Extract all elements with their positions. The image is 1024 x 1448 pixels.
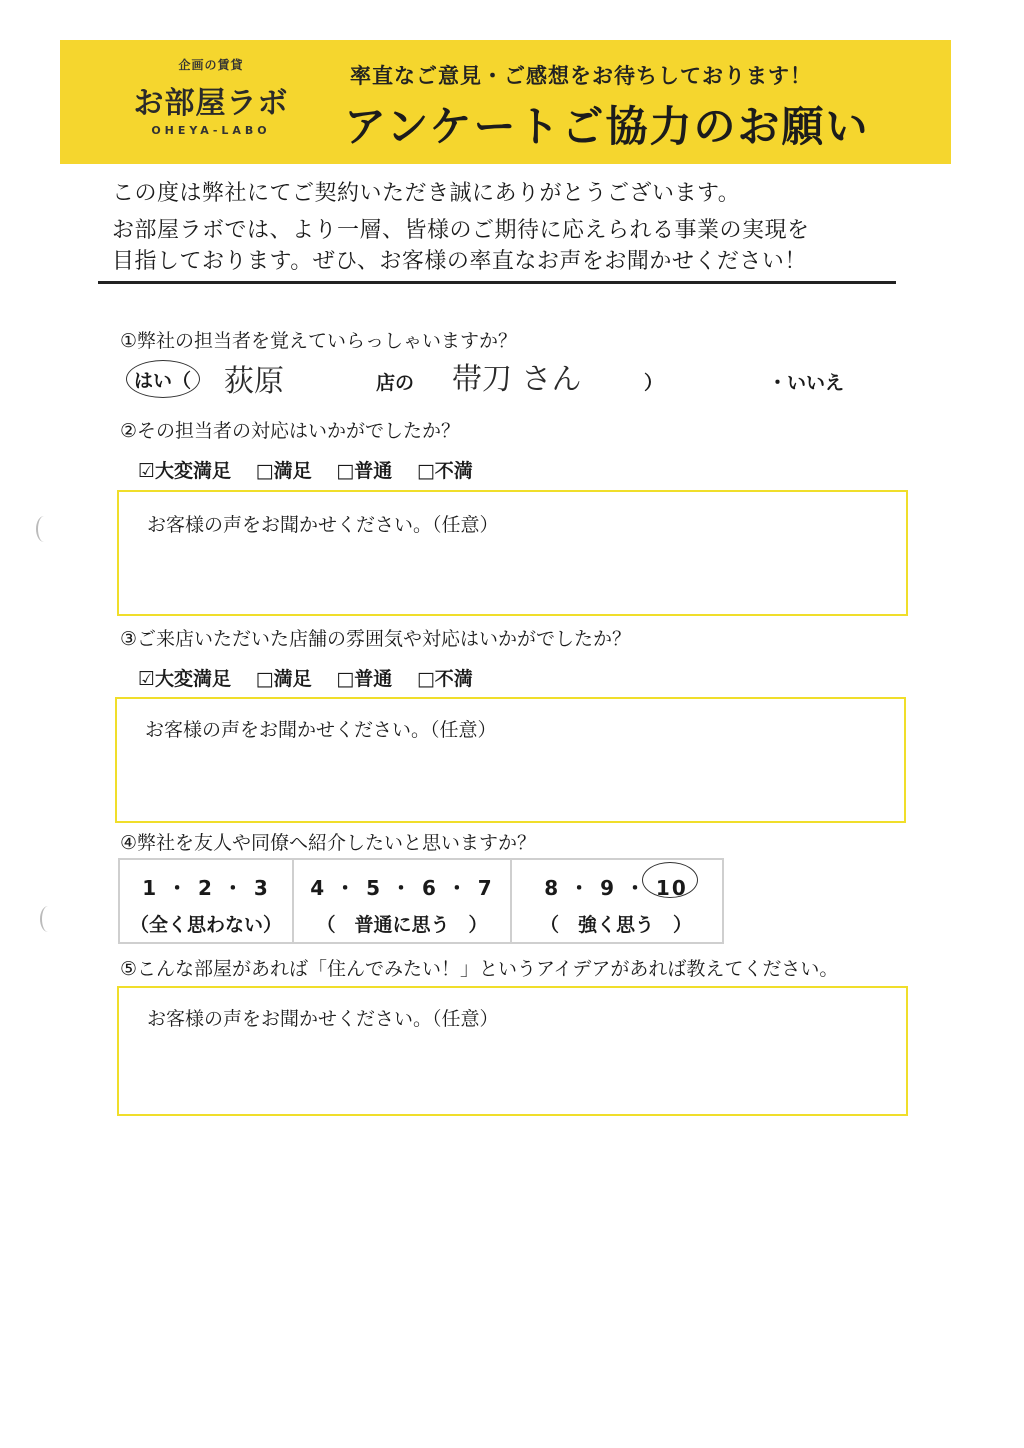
logo-tagline: 企画の賃貸 — [178, 58, 244, 72]
punch-hole-mark — [40, 906, 56, 932]
punch-hole-mark — [36, 516, 52, 542]
header-subtitle: 率直なご意見・ご感想をお待ちしております！ — [350, 64, 812, 88]
page-title: アンケートご協力のお願い — [344, 102, 870, 151]
intro-line-3: 目指しております。ぜひ、お客様の率直なお声をお聞かせください！ — [112, 249, 807, 274]
q5-comment-prompt: お客様の声をお聞かせください。（任意） — [147, 1008, 499, 1030]
scale-label-high: （ 強く思う ） — [539, 914, 692, 936]
q3-comment-prompt: お客様の声をお聞かせください。（任意） — [145, 719, 497, 741]
intro-line-1: この度は弊社にてご契約いただき誠にありがとうございます。 — [112, 181, 741, 206]
divider — [98, 281, 896, 284]
q2-option-normal[interactable]: □普通 — [336, 460, 393, 482]
q2-options — [138, 456, 491, 483]
q4-question: ④弊社を友人や同僚へ紹介したいと思いますか？ — [120, 832, 537, 854]
q2-comment-box[interactable] — [117, 490, 908, 616]
selected-score-circle — [642, 862, 698, 898]
scale-group-mid[interactable] — [294, 860, 512, 942]
recommendation-scale — [118, 858, 724, 944]
q2-option-satisfied[interactable]: □満足 — [255, 460, 312, 482]
q1-no-option[interactable]: ・いいえ — [768, 372, 845, 394]
q1-store-handwritten: 荻原 — [224, 364, 284, 399]
scale-label-low: （全く思わない） — [129, 914, 282, 936]
scale-label-mid: （ 普通に思う ） — [316, 914, 488, 936]
scale-numbers-low: 1 ・ 2 ・ 3 — [142, 876, 270, 900]
q1-store-suffix: 店の — [376, 372, 415, 394]
scale-group-low[interactable] — [120, 860, 294, 942]
q1-close-paren: ） — [644, 372, 664, 394]
q3-question: ③ご来店いただいた店舗の雰囲気や対応はいかがでしたか？ — [120, 628, 632, 650]
q3-comment-box[interactable] — [115, 697, 906, 823]
scale-numbers-high: 8 ・ 9 ・ 10 — [544, 876, 688, 900]
q3-option-normal[interactable]: □普通 — [336, 668, 393, 690]
q5-question: ⑤こんな部屋があれば「住んでみたい！」というアイデアがあれば教えてください。 — [120, 958, 839, 980]
q2-option-very-satisfied[interactable]: ☑大変満足 — [138, 460, 232, 482]
q3-option-unsatisfied[interactable]: □不満 — [416, 668, 473, 690]
q3-options — [138, 664, 491, 691]
logo-subtext: OHEYA-LABO — [151, 124, 271, 137]
logo: お部屋ラボ — [133, 86, 289, 121]
q3-option-satisfied[interactable]: □満足 — [255, 668, 312, 690]
q1-question: ①弊社の担当者を覚えていらっしゃいますか？ — [120, 330, 518, 352]
q2-question: ②その担当者の対応はいかがでしたか？ — [120, 420, 461, 442]
q2-option-unsatisfied[interactable]: □不満 — [416, 460, 473, 482]
q5-comment-box[interactable] — [117, 986, 908, 1116]
q3-option-very-satisfied[interactable]: ☑大変満足 — [138, 668, 232, 690]
q1-yes-option[interactable]: はい（ — [134, 370, 192, 392]
intro-line-2: お部屋ラボでは、より一層、皆様のご期待に応えられる事業の実現を — [112, 218, 810, 243]
scale-numbers-mid: 4 ・ 5 ・ 6 ・ 7 — [310, 876, 494, 900]
q1-staff-handwritten: 帯刀 さん — [452, 362, 582, 397]
q2-comment-prompt: お客様の声をお聞かせください。（任意） — [147, 514, 499, 536]
